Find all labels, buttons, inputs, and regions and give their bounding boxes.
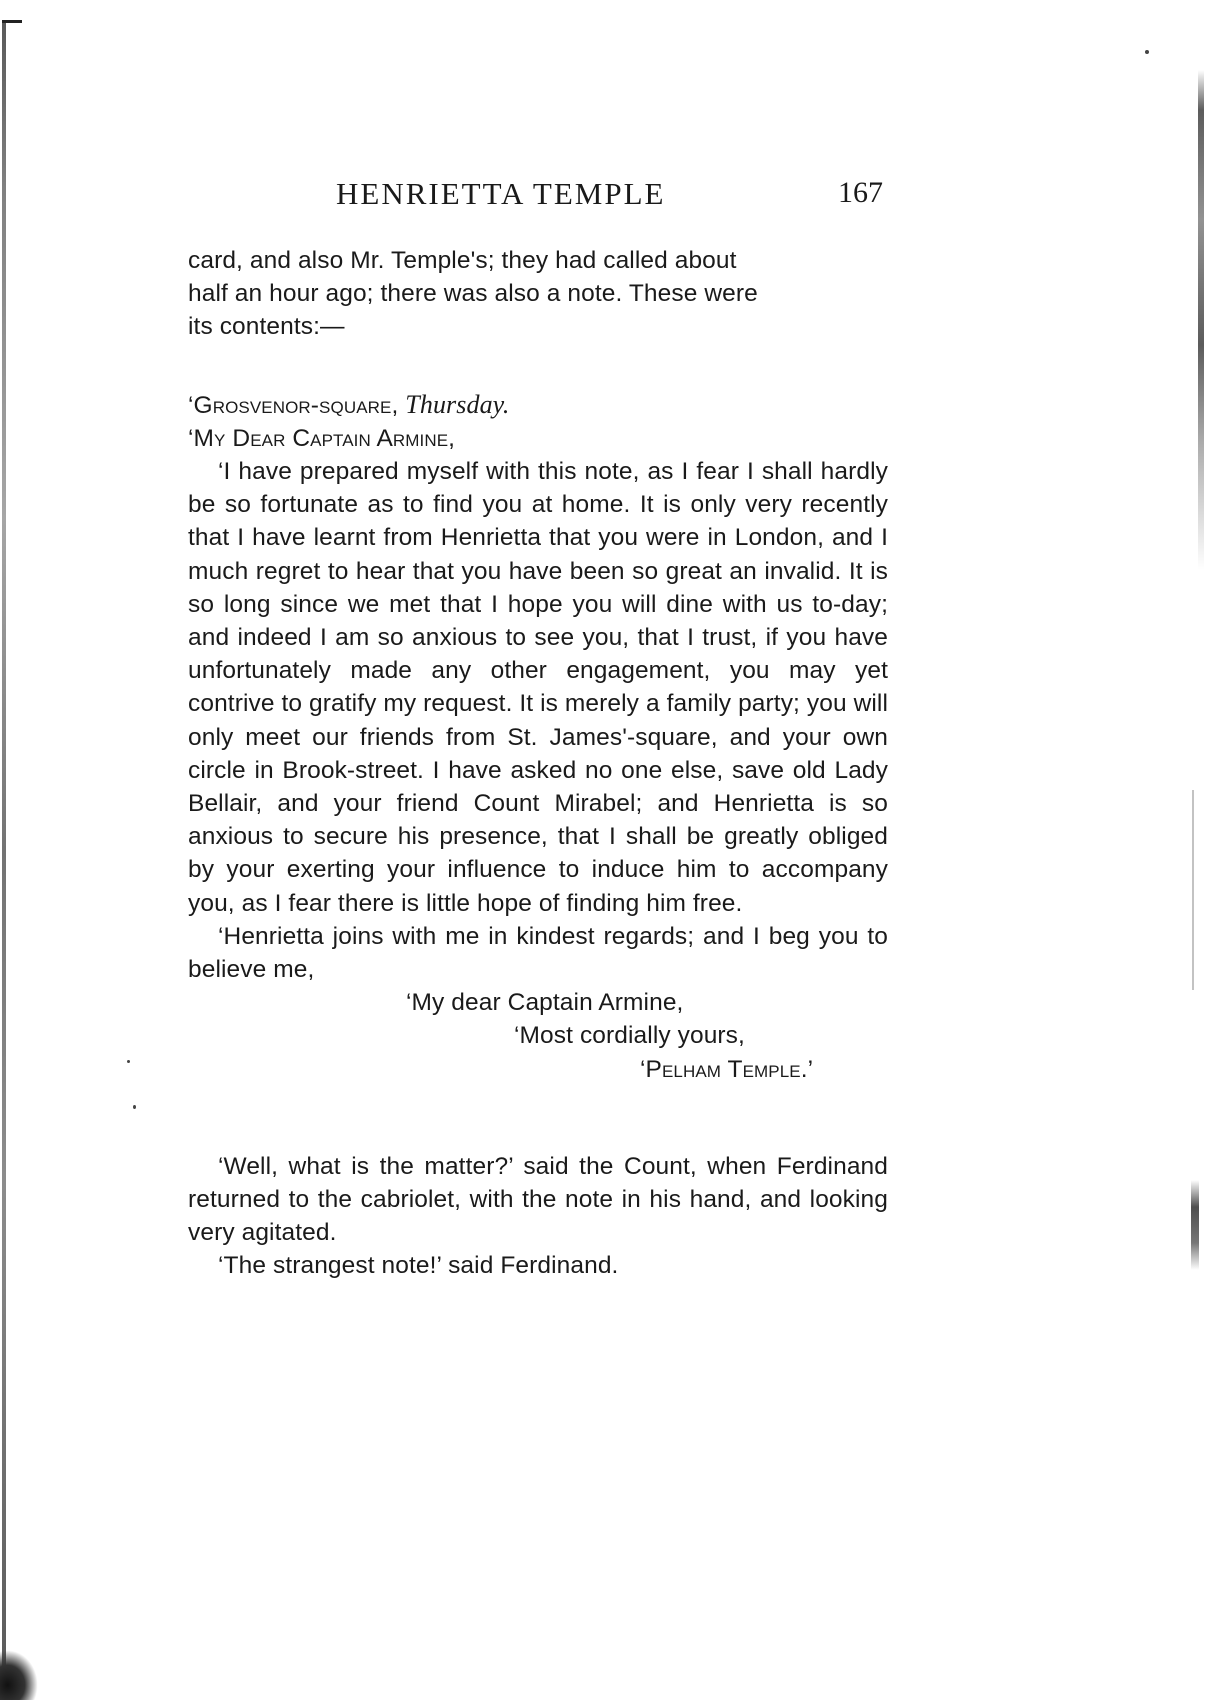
running-title: HENRIETTA TEMPLE xyxy=(336,176,666,211)
scan-blot xyxy=(0,1650,38,1700)
letter-dateline xyxy=(188,388,888,422)
scan-edge-right xyxy=(1198,70,1204,570)
dateline-day: Thursday. xyxy=(405,389,510,419)
letter-closing: ‘My dear Captain Armine, xyxy=(406,989,684,1017)
page-number: 167 xyxy=(838,176,883,209)
letter-salutation: ‘My Dear Captain Armine, xyxy=(188,424,456,452)
scan-edge-right-mark xyxy=(1192,790,1194,990)
spacer xyxy=(188,1086,888,1150)
narrative-paragraph: ‘The strangest note!’ said Ferdinand. xyxy=(218,1252,619,1280)
narrative-paragraph: ‘Well, what is the matter?’ said the Count, when Ferdinand returned to the cabriolet, with the note in his hand, and looking very agitated. xyxy=(188,1152,888,1247)
letter-paragraph: ‘Henrietta joins with me in kindest regards; and I beg you to believe me, xyxy=(188,922,888,984)
letter-closing: ‘Most cordially yours, xyxy=(514,1022,745,1050)
scan-speck xyxy=(133,1105,136,1109)
scan-speck xyxy=(127,1060,130,1063)
scan-edge-left xyxy=(2,20,6,1680)
scan-edge-right-smudge xyxy=(1191,1180,1199,1270)
body-text xyxy=(188,244,888,1283)
opening-line: card, and also Mr. Temple's; they had called about xyxy=(188,247,737,274)
scan-speck xyxy=(1145,50,1149,54)
opening-line: its contents:— xyxy=(188,313,345,341)
running-head xyxy=(0,176,1215,212)
letter-paragraph: ‘I have prepared myself with this note, as I fear I shall hardly be so fortunate as to find you at home. It is only very recently that I have learnt from Henrietta that you were in London, and I much regret to hear that you have been so great an invalid. It is so long since we met that I hope you will dine with us to-day; and indeed I am so anxious to see you, that I trust, if you have unfortunately made any other engagement, you may yet contrive to gratify my request. It is merely a family party; you will only meet our friends from St. James'-square, and your own circle in Brook-street. I have asked no one else, save old Lady Bellair, and your friend Count Mirabel; and Henrietta is so anxious to secure his presence, that I shall be greatly obliged by your exerting your influence to induce him to accompany you, as I fear there is little hope of finding him free. xyxy=(188,458,888,917)
opening-line: half an hour ago; there was also a note. These were xyxy=(188,280,758,308)
dateline-place: ‘Grosvenor-square, xyxy=(188,391,399,419)
spacer xyxy=(188,344,888,388)
letter-signature: ‘Pelham Temple.’ xyxy=(640,1055,814,1083)
